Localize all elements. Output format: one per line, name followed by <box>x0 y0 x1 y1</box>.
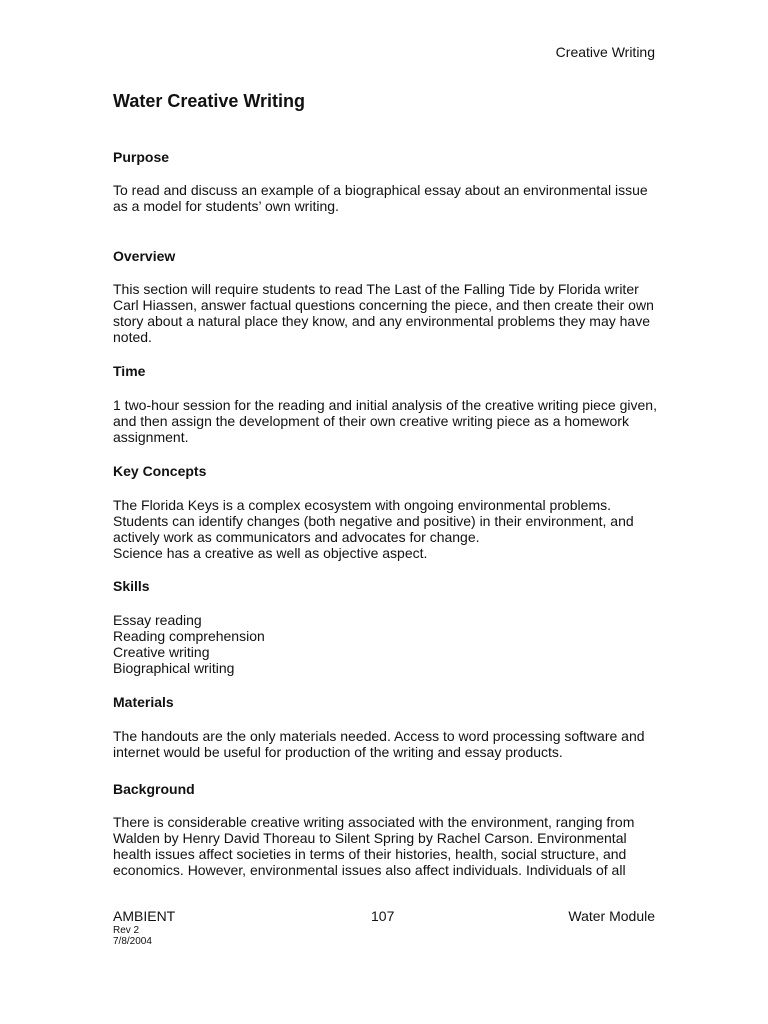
body-line: internet would be useful for production of the writing and essay products. <box>113 744 563 760</box>
section-body-purpose <box>113 182 673 214</box>
body-line: story about a natural place they know, and any environmental problems they may have <box>113 313 650 329</box>
body-line: 1 two-hour session for the reading and initial analysis of the creative writing piece given, <box>113 397 657 413</box>
body-line: Science has a creative as well as objective aspect. <box>113 545 428 561</box>
section-heading-background: Background <box>113 781 195 797</box>
body-line: Reading comprehension <box>113 628 265 644</box>
body-line: Walden by Henry David Thoreau to Silent Spring by Rachel Carson. Environmental <box>113 830 627 846</box>
document-title: Water Creative Writing <box>113 91 306 111</box>
body-line: Biographical writing <box>113 660 235 676</box>
body-line: Creative writing <box>113 644 210 660</box>
body-line: as a model for students’ own writing. <box>113 198 339 214</box>
section-heading-time: Time <box>113 363 146 379</box>
section-body-background <box>113 814 673 878</box>
section-body-key-concepts <box>113 497 673 561</box>
page-footer <box>113 908 655 958</box>
section-body-skills <box>113 612 673 676</box>
body-line: Essay reading <box>113 612 202 628</box>
body-line: actively work as communicators and advocates for change. <box>113 529 480 545</box>
footer-module: Water Module <box>568 908 655 924</box>
section-body-time <box>113 397 673 445</box>
body-line: Students can identify changes (both negative and positive) in their environment, and <box>113 513 634 529</box>
body-line: Carl Hiassen, answer factual questions concerning the piece, and then create their own <box>113 297 654 313</box>
section-body-materials <box>113 728 673 760</box>
section-heading-overview: Overview <box>113 248 176 264</box>
body-line: economics. However, environmental issues also affect individuals. Individuals of all <box>113 862 626 878</box>
section-heading-key-concepts: Key Concepts <box>113 463 207 479</box>
footer-revision: Rev 2 <box>113 925 140 936</box>
body-line: and then assign the development of their own creative writing piece as a homework <box>113 413 629 429</box>
section-heading-purpose: Purpose <box>113 149 170 165</box>
section-heading-skills: Skills <box>113 578 150 594</box>
body-line: noted. <box>113 329 152 345</box>
body-line: This section will require students to read The Last of the Falling Tide by Florida writer <box>113 281 639 297</box>
body-line: To read and discuss an example of a biographical essay about an environmental issue <box>113 182 648 198</box>
section-heading-materials: Materials <box>113 694 174 710</box>
body-line: There is considerable creative writing associated with the environment, ranging from <box>113 814 635 830</box>
page-number: 107 <box>371 908 395 924</box>
body-line: The Florida Keys is a complex ecosystem with ongoing environmental problems. <box>113 497 612 513</box>
body-line: The handouts are the only materials needed. Access to word processing software and <box>113 728 645 744</box>
body-line: assignment. <box>113 429 189 445</box>
footer-organization: AMBIENT <box>113 908 176 924</box>
body-line: health issues affect societies in terms of their histories, health, social structure, and <box>113 846 627 862</box>
running-header: Creative Writing <box>555 44 655 60</box>
footer-date: 7/8/2004 <box>113 936 152 947</box>
section-body-overview <box>113 281 673 345</box>
